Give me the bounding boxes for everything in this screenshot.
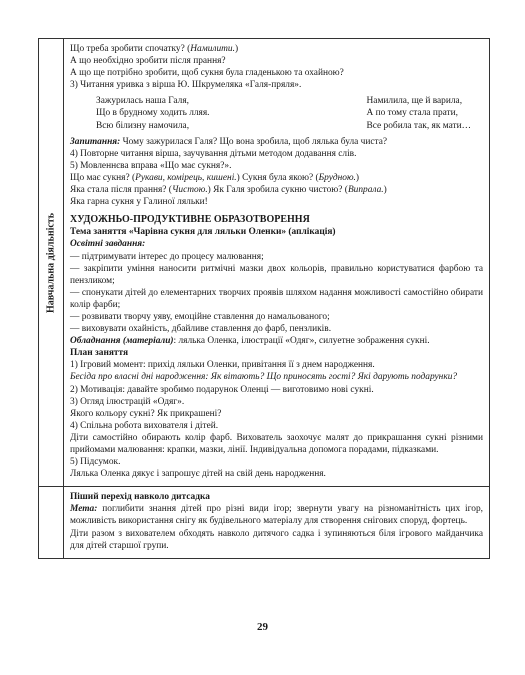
table-row xyxy=(39,39,489,486)
text-line: Що треба зробити спочатку? (Намилити.) xyxy=(70,44,239,54)
plan-step: 3) Огляд ілюстрацій «Одяг». xyxy=(70,396,185,407)
plan-step: 4) Спільна робота вихователя і дітей. xyxy=(70,420,219,431)
text-line: Яка стала після прання? (Чистою.) Як Галя зробила сукню чистою? (Випрала.) xyxy=(70,185,387,196)
plan-step: Якого кольору сукні? Як прикрашені? xyxy=(70,408,222,419)
tasks-label: Освітні завдання: xyxy=(70,239,146,250)
equipment-line: Обладнання (матеріали): лялька Оленка, ілюстрації «Одяг», силуетне зображення сукні. xyxy=(70,336,430,347)
poem-line: Все робила так, як мати… xyxy=(366,120,471,131)
plan-step: 5) Підсумок. xyxy=(70,457,121,468)
poem-line: Що в брудному ходить лляя. xyxy=(96,108,210,119)
plan-step: 1) Ігровий момент: прихід ляльки Оленки, привітання її з днем народження. xyxy=(70,360,375,371)
poem-line: Зажурилась наша Галя, xyxy=(96,96,190,107)
text-line: Що має сукня? (Рукави, комірець, кишені.) Сукня була якою? (Брудною.) xyxy=(70,172,360,183)
text-line: Яка гарна сукня у Галиної ляльки! xyxy=(70,197,208,208)
text-line: А що ще потрібно зробити, щоб сукня була гладенькою та охайною? xyxy=(70,68,344,79)
walk-goal: Мета: поглибити знання дітей про різні види ігор; звернути увагу на різноманітність цих ігор, можливість використання снігу як будівельного матеріалу для створення снігових споруд, фортець. xyxy=(70,504,483,527)
activity-content xyxy=(64,39,489,486)
plan-step: Діти самостійно обирають колір фарб. Вихователь заохочує малят до прикрашання сукні різними прийомами малювання: крапки, мазки, лінії. Індивідуальна допомога порадами, підказками. xyxy=(70,432,483,455)
task-item: — підтримувати інтерес до процесу малювання; xyxy=(70,251,264,262)
table-row xyxy=(39,486,489,557)
section-heading: ХУДОЖНЬО-ПРОДУКТИВНЕ ОБРАЗОТВОРЕННЯ xyxy=(70,214,310,226)
task-item: — виховувати охайність, дбайливе ставлення до фарб, пензликів. xyxy=(70,324,332,335)
walk-content xyxy=(64,487,489,557)
plan-label: План заняття xyxy=(70,348,129,359)
plan-step: Бесіда про власні дні народження: Як вітають? Що приносять гості? Які дарують подарунки? xyxy=(70,372,458,383)
plan-step: Лялька Оленка дякує і запрошує дітей на свій день народження. xyxy=(70,469,326,480)
walk-heading: Піший перехід навколо дитсадка xyxy=(70,492,210,503)
lesson-topic: Тема заняття «Чарівна сукня для ляльки Оленки» (аплікація) xyxy=(70,227,336,238)
text-line: 4) Повторне читання вірша, заучування дітьми методом додавання слів. xyxy=(70,148,357,159)
task-item: — закріпити уміння наносити ритмічні мазки двох кольорів, правильно користуватися фарбою та пензликом; xyxy=(70,263,483,286)
question-line: Запитання: Чому зажурилася Галя? Що вона зробила, щоб лялька була чиста? xyxy=(70,136,388,147)
side-label: Навчальна діяльність xyxy=(45,212,57,313)
text-line: 5) Мовленнєва вправа «Що має сукня?». xyxy=(70,160,232,171)
poem-line: А по тому стала прати, xyxy=(366,108,459,119)
text-line: А що необхідно зробити після прання? xyxy=(70,56,226,67)
text-line: 3) Читання уривка з вірша Ю. Шкрумеляка «Галя-пряля». xyxy=(70,80,302,91)
task-item: — спонукати дітей до елементарних творчих проявів шляхом надання можливості самостійно обирати колір фарби; xyxy=(70,287,483,310)
poem-line: Всю білизну намочила, xyxy=(96,120,190,131)
poem-right-column xyxy=(367,95,471,131)
poem-excerpt xyxy=(70,91,483,135)
walk-text: Діти разом з вихователем обходять навколо дитячого садка і зупиняються біля ігрового майданчика для дітей старшої групи. xyxy=(70,528,483,551)
page-number: 29 xyxy=(257,621,268,633)
poem-left-column xyxy=(96,95,210,131)
poem-line: Намилила, ще й варила, xyxy=(366,96,463,107)
task-item: — розвивати творчу уяву, емоційне ставлення до намальованого; xyxy=(70,311,330,322)
side-column xyxy=(39,487,64,557)
lesson-table xyxy=(38,38,490,559)
plan-step: 2) Мотивація: давайте зробимо подарунок Оленці — виготовимо нові сукні. xyxy=(70,384,374,395)
side-column xyxy=(39,39,64,486)
